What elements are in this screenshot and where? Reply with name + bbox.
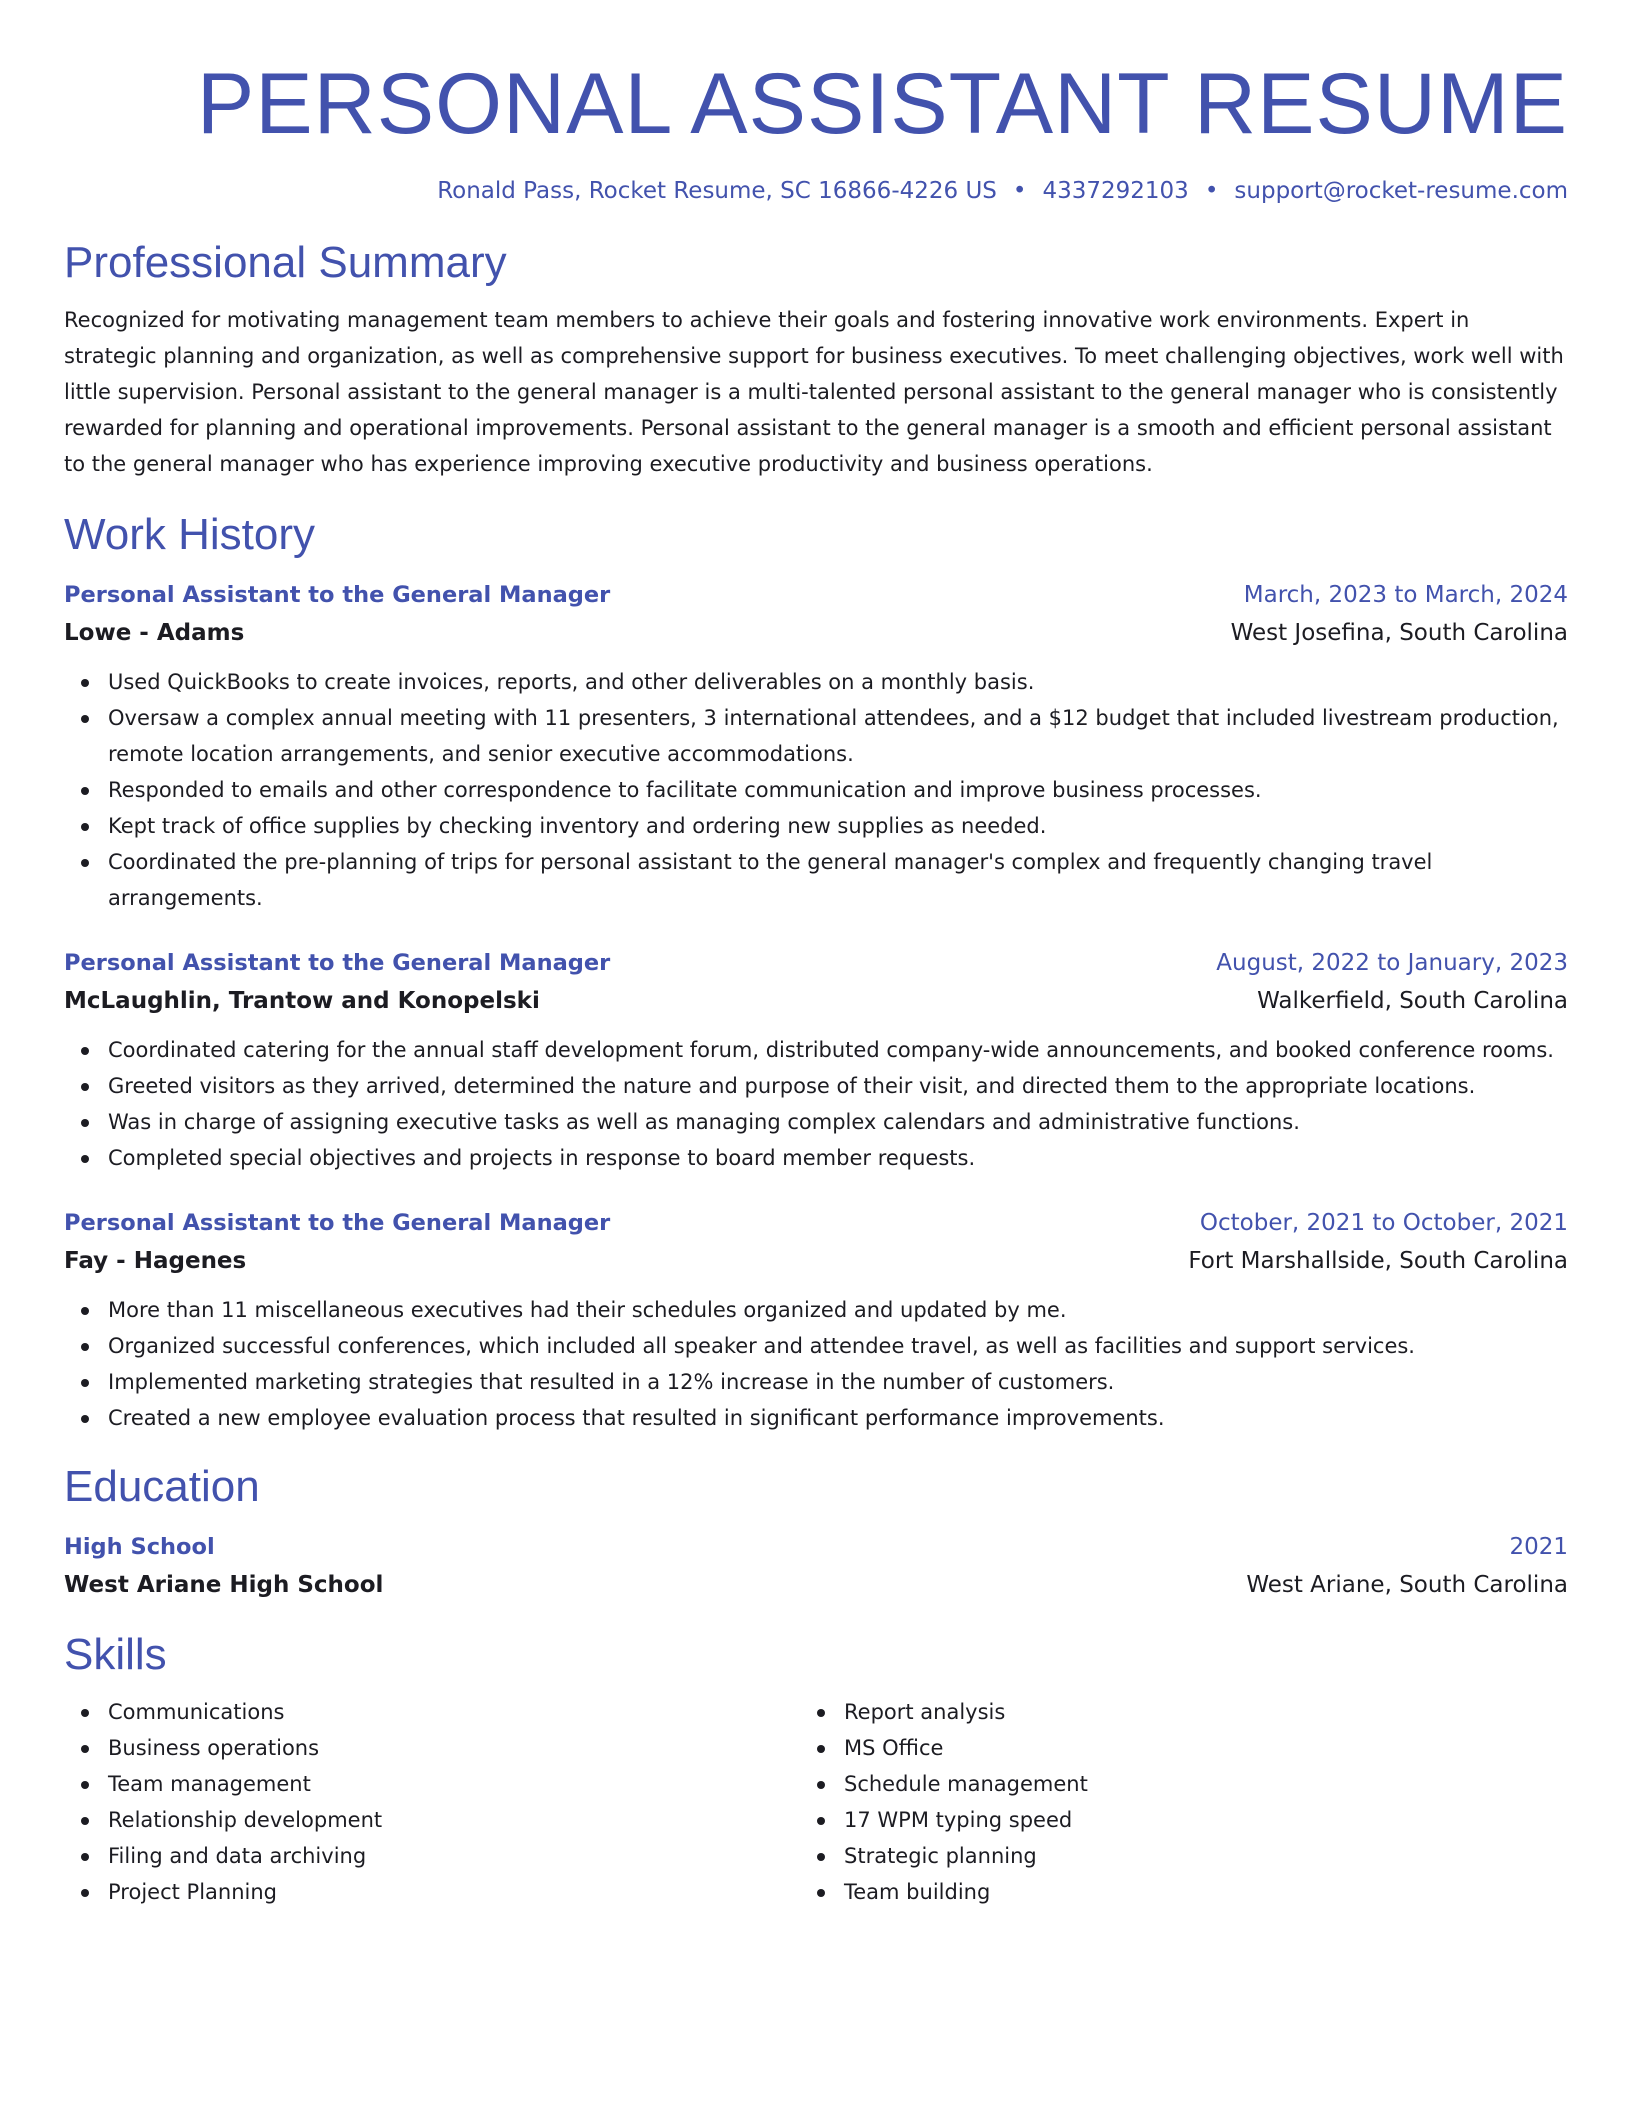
job-bullet: Completed special objectives and projects in response to board member requests. xyxy=(108,1140,1568,1176)
job-bullet: Was in charge of assigning executive tasks as well as managing complex calendars and administrative functions. xyxy=(108,1104,1568,1140)
skill-item: Filing and data archiving xyxy=(108,1838,800,1874)
skills-list xyxy=(64,1694,1568,1910)
education-entry xyxy=(64,1528,1568,1604)
job-location: Walkerfield, South Carolina xyxy=(1257,988,1568,1014)
job-dates: October, 2021 to October, 2021 xyxy=(1199,1210,1568,1236)
job-role: Personal Assistant to the General Manager xyxy=(64,582,611,608)
contact-separator: • xyxy=(1012,178,1027,204)
contact-address: Ronald Pass, Rocket Resume, SC 16866-4226 US xyxy=(437,178,997,204)
job-company: Lowe - Adams xyxy=(64,620,245,646)
job-bullet: Used QuickBooks to create invoices, reports, and other deliverables on a monthly basis. xyxy=(108,664,1568,700)
contact-line xyxy=(64,174,1568,208)
job-bullets xyxy=(64,1032,1568,1176)
contact-email: support@rocket-resume.com xyxy=(1234,178,1568,204)
job-dates: March, 2023 to March, 2024 xyxy=(1243,582,1568,608)
contact-separator: • xyxy=(1204,178,1219,204)
skill-item: Project Planning xyxy=(108,1874,800,1910)
job-bullets xyxy=(64,664,1568,916)
skill-item: Communications xyxy=(108,1694,800,1730)
job-bullet: Greeted visitors as they arrived, determined the nature and purpose of their visit, and directed them to the appropriate locations. xyxy=(108,1068,1568,1104)
resume-header xyxy=(64,54,1568,208)
skills-column-right xyxy=(800,1694,1536,1910)
section-title-skills: Skills xyxy=(64,1630,167,1679)
skill-item: Report analysis xyxy=(844,1694,1536,1730)
section-title-education: Education xyxy=(64,1462,260,1511)
job-role: Personal Assistant to the General Manager xyxy=(64,950,611,976)
job-bullet: Coordinated the pre-planning of trips for personal assistant to the general manager's complex and frequently changing travel arrangements. xyxy=(108,844,1568,916)
job-entry xyxy=(64,944,1568,1176)
job-company: McLaughlin, Trantow and Konopelski xyxy=(64,988,540,1014)
education-degree: High School xyxy=(64,1534,215,1560)
job-entry xyxy=(64,1204,1568,1436)
job-entry xyxy=(64,576,1568,916)
contact-phone: 4337292103 xyxy=(1042,178,1189,204)
skill-item: Team building xyxy=(844,1874,1536,1910)
job-role: Personal Assistant to the General Manager xyxy=(64,1210,611,1236)
skill-item: Business operations xyxy=(108,1730,800,1766)
job-bullet: Created a new employee evaluation process that resulted in significant performance improvements. xyxy=(108,1400,1568,1436)
job-bullet: Oversaw a complex annual meeting with 11 presenters, 3 international attendees, and a $12 budget that included livestream production, remote location arrangements, and senior executive accommodations. xyxy=(108,700,1568,772)
education-year: 2021 xyxy=(1509,1534,1568,1560)
skill-item: Relationship development xyxy=(108,1802,800,1838)
job-company: Fay - Hagenes xyxy=(64,1248,247,1274)
education-school: West Ariane High School xyxy=(64,1572,384,1598)
skills-column-left xyxy=(64,1694,800,1910)
job-bullet: Responded to emails and other correspondence to facilitate communication and improve business processes. xyxy=(108,772,1568,808)
job-bullet: More than 11 miscellaneous executives had their schedules organized and updated by me. xyxy=(108,1292,1568,1328)
job-dates: August, 2022 to January, 2023 xyxy=(1216,950,1568,976)
job-bullet: Kept track of office supplies by checking inventory and ordering new supplies as needed. xyxy=(108,808,1568,844)
summary-text: Recognized for motivating management team members to achieve their goals and fostering innovative work environments. Expert in strategic planning and organization, as well as comprehensive support for business executives. To meet challenging objectives, work well with little supervision. Personal assistant to the general manager is a multi-talented personal assistant to the general manager who is consistently rewarded for planning and operational improvements. Personal assistant to the general manager is a smooth and efficient personal assistant to the general manager who has experience improving executive productivity and business operations. xyxy=(64,308,1564,476)
section-title-work-history: Work History xyxy=(64,510,315,559)
skill-item: MS Office xyxy=(844,1730,1536,1766)
section-title-summary: Professional Summary xyxy=(64,238,507,287)
job-bullet: Implemented marketing strategies that resulted in a 12% increase in the number of customers. xyxy=(108,1364,1568,1400)
job-bullet: Organized successful conferences, which included all speaker and attendee travel, as well as facilities and support services. xyxy=(108,1328,1568,1364)
resume-title: PERSONAL ASSISTANT RESUME xyxy=(196,56,1568,152)
job-location: Fort Marshallside, South Carolina xyxy=(1188,1248,1568,1274)
job-bullets xyxy=(64,1292,1568,1436)
skill-item: Team management xyxy=(108,1766,800,1802)
skill-item: Strategic planning xyxy=(844,1838,1536,1874)
education-location: West Ariane, South Carolina xyxy=(1246,1572,1568,1598)
skill-item: 17 WPM typing speed xyxy=(844,1802,1536,1838)
job-bullet: Coordinated catering for the annual staff development forum, distributed company-wide announcements, and booked conference rooms. xyxy=(108,1032,1568,1068)
skill-item: Schedule management xyxy=(844,1766,1536,1802)
job-location: West Josefina, South Carolina xyxy=(1230,620,1568,646)
